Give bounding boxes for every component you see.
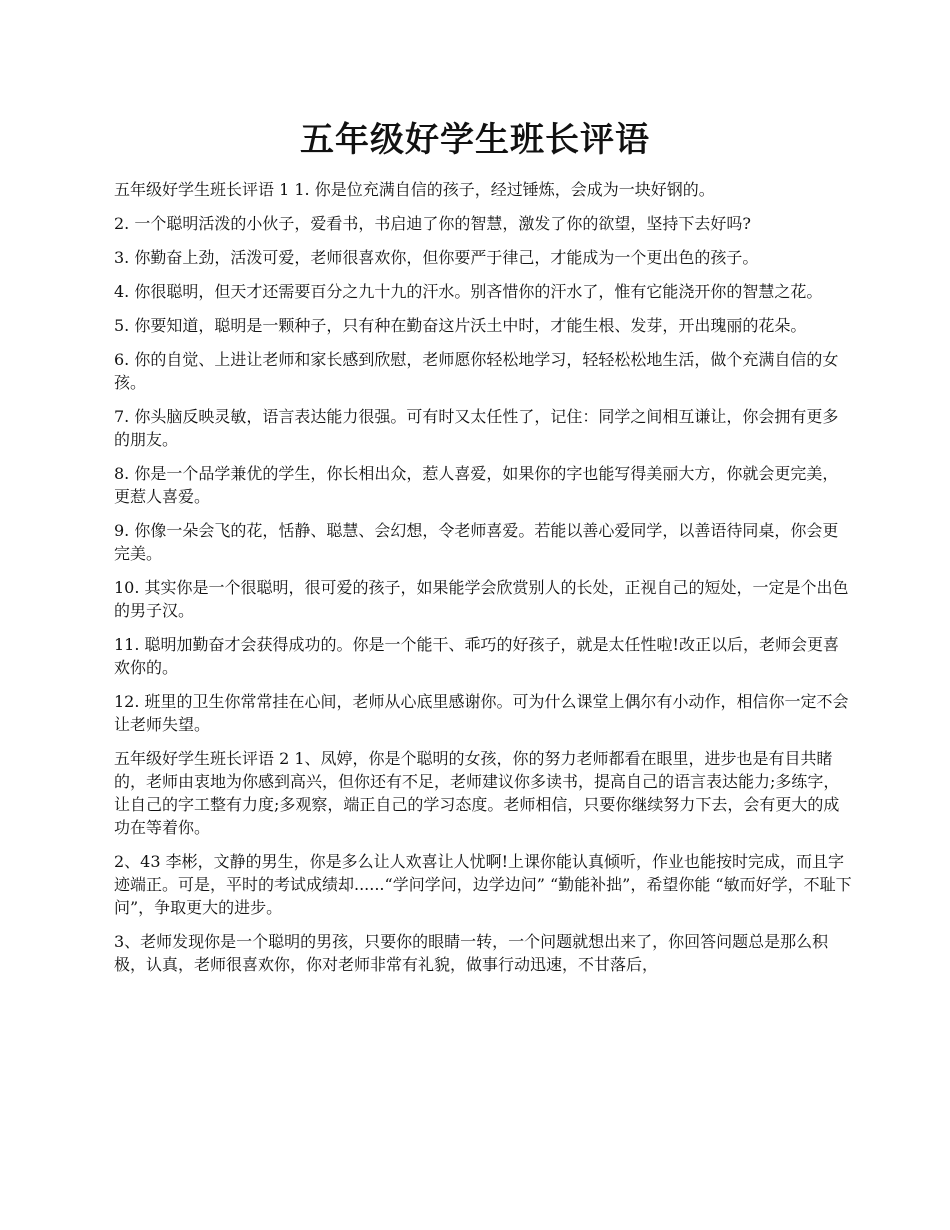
paragraph: 6. 你的自觉、上进让老师和家长感到欣慰，老师愿你轻松地学习，轻轻松松地生活，做个充满自信的女孩。	[114, 350, 839, 392]
paragraph: 5. 你要知道，聪明是一颗种子，只有种在勤奋这片沃土中时，才能生根、发芽，开出瑰丽的花朵。	[114, 316, 807, 335]
paragraph: 2、43 李彬，文静的男生，你是多么让人欢喜让人忧啊!上课你能认真倾听，作业也能按时完成，而且字迹端正。可是，平时的考试成绩却......“学问学问，边学边问” “勤能补拙”，希望你能 “敏而好学，不耻下问”，争取更大的进步。	[114, 852, 852, 917]
paragraph: 3、老师发现你是一个聪明的男孩，只要你的眼睛一转，一个问题就想出来了，你回答问题总是那么积极，认真，老师很喜欢你，你对老师非常有礼貌，做事行动迅速，不甘落后，	[114, 932, 829, 974]
paragraph: 2. 一个聪明活泼的小伙子，爱看书，书启迪了你的智慧，激发了你的欲望，坚持下去好吗?	[114, 214, 751, 233]
paragraph: 五年级好学生班长评语 1 1. 你是位充满自信的孩子，经过锤炼，会成为一块好钢的。	[114, 180, 715, 199]
paragraph: 7. 你头脑反映灵敏，语言表达能力很强。可有时又太任性了，记住：同学之间相互谦让，你会拥有更多的朋友。	[114, 407, 839, 449]
paragraph: 8. 你是一个品学兼优的学生，你长相出众，惹人喜爱，如果你的字也能写得美丽大方，你就会更完美，更惹人喜爱。	[114, 464, 839, 506]
paragraph: 9. 你像一朵会飞的花，恬静、聪慧、会幻想，令老师喜爱。若能以善心爱同学，以善语待同桌，你会更完美。	[114, 521, 839, 563]
paragraph: 五年级好学生班长评语 2 1、凤婷，你是个聪明的女孩，你的努力老师都看在眼里，进步也是有目共睹的，老师由衷地为你感到高兴，但你还有不足，老师建议你多读书，提高自己的语言表达能力;多练字，让自己的字工整有力度;多观察，端正自己的学习态度。老师相信，只要你继续努力下去，会有更大的成功在等着你。	[114, 749, 840, 837]
paragraph: 11. 聪明加勤奋才会获得成功的。你是一个能干、乖巧的好孩子，就是太任性啦!改正以后，老师会更喜欢你的。	[114, 635, 839, 677]
paragraph: 4. 你很聪明，但天才还需要百分之九十九的汗水。别吝惜你的汗水了，惟有它能浇开你的智慧之花。	[114, 282, 823, 301]
paragraph: 12. 班里的卫生你常常挂在心间，老师从心底里感谢你。可为什么课堂上偶尔有小动作，相信你一定不会让老师失望。	[114, 692, 849, 734]
document-title: 五年级好学生班长评语	[300, 120, 650, 160]
paragraph: 3. 你勤奋上劲，活泼可爱，老师很喜欢你，但你要严于律己，才能成为一个更出色的孩子。	[114, 248, 759, 267]
paragraph: 10. 其实你是一个很聪明，很可爱的孩子，如果能学会欣赏别人的长处，正视自己的短处，一定是个出色的男子汉。	[114, 578, 849, 620]
document-body	[114, 178, 854, 987]
